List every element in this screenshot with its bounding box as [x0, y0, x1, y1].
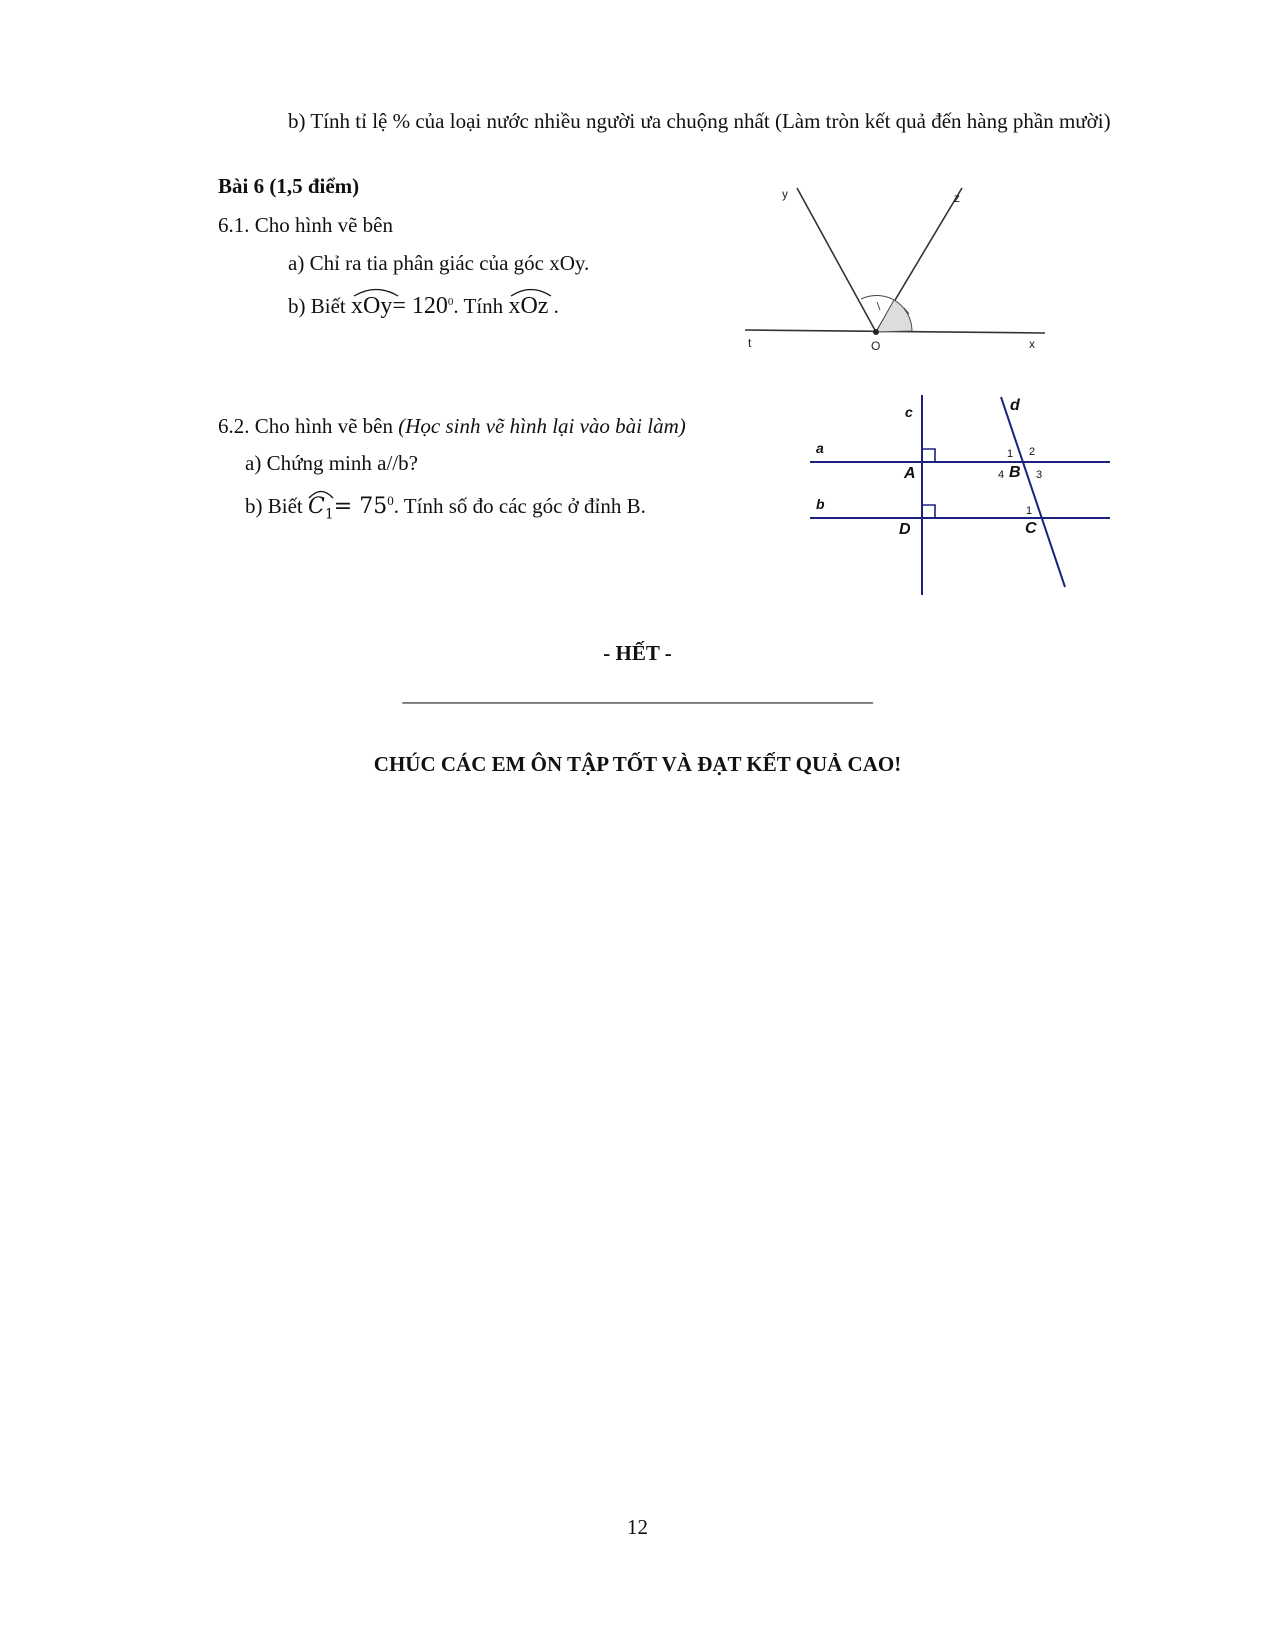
q61-heading: 6.1. Cho hình vẽ bên: [218, 213, 393, 237]
q61-b-value: = 120: [392, 293, 448, 319]
label-x: x: [1029, 337, 1035, 351]
q61-b-prefix: b) Biết: [288, 294, 346, 318]
label-t: t: [748, 336, 752, 350]
hat-arc-icon: [351, 287, 401, 297]
label-point-a: A: [904, 465, 916, 482]
q62-heading-line: [218, 414, 686, 439]
label-a: a: [816, 440, 824, 456]
figure-parallel-lines: [800, 395, 1120, 615]
tick-mark: [877, 302, 880, 310]
point-o: [873, 329, 879, 335]
q61-b-mid: . Tính: [453, 294, 504, 318]
label-b: b: [816, 496, 825, 512]
closing-message: CHÚC CÁC EM ÔN TẬP TỐT VÀ ĐẠT KẾT QUẢ CAO!: [373, 752, 902, 776]
end-marker: - HẾT -: [603, 641, 672, 665]
q61-b-degree: 0: [447, 296, 454, 308]
angle-xoy: xOy: [351, 293, 392, 320]
label-point-c: C: [1025, 520, 1037, 537]
hat-arc-icon: [508, 287, 554, 297]
q62-heading-note: (Học sinh vẽ hình lại vào bài làm): [398, 414, 686, 438]
label-c: c: [905, 404, 913, 420]
q62-part-b: [245, 493, 646, 522]
q61-part-a: a) Chỉ ra tia phân giác của góc xOy.: [288, 251, 590, 275]
right-angle-a: [922, 449, 935, 462]
question-5b-label: b): [288, 109, 306, 133]
angle-arc-zoy: [861, 295, 894, 300]
q62-b-prefix: b) Biết: [245, 494, 303, 518]
label-angle-c1: 1: [1026, 505, 1033, 517]
question-5b-body: Tính tỉ lệ % của loại nước nhiều người ưa chuộng nhất (Làm tròn kết quả đến hàng phần mười): [310, 109, 1111, 133]
label-y: y: [782, 187, 788, 201]
q61-b-end: .: [553, 294, 559, 318]
label-angle-b1: 1: [1007, 448, 1014, 460]
divider-line: _______________________________________________: [402, 682, 873, 706]
figure-angle-xoy: [740, 180, 1070, 355]
label-angle-b3: 3: [1036, 469, 1043, 481]
line-d: [1001, 397, 1065, 587]
angle-xoz: xOz: [508, 293, 548, 320]
label-o: O: [871, 339, 881, 353]
page-number: 12: [627, 1515, 648, 1539]
q61-part-b: [288, 293, 559, 320]
label-angle-b2: 2: [1029, 446, 1036, 458]
label-point-d: D: [899, 521, 911, 538]
bai6-title: Bài 6 (1,5 điểm): [218, 174, 360, 198]
q62-b-eq: = 75: [333, 494, 388, 519]
ray-oy: [797, 188, 876, 332]
label-angle-b4: 4: [998, 469, 1005, 481]
q62-b-degree: 0: [387, 493, 394, 508]
angle-c1: $C_1$: [308, 494, 334, 522]
q62-part-a: a) Chứng minh a//b?: [245, 451, 418, 475]
label-z: z: [954, 191, 960, 205]
q62-b-rest: . Tính số đo các góc ở đỉnh B.: [393, 494, 646, 518]
right-angle-d: [922, 505, 935, 518]
label-d: d: [1010, 397, 1020, 414]
hat-arc-icon: [307, 489, 335, 499]
label-point-b: B: [1009, 464, 1021, 481]
question-5b-text: [218, 108, 1130, 135]
q62-heading: 6.2. Cho hình vẽ bên: [218, 414, 393, 438]
angle-arc-xoz: [876, 300, 912, 332]
